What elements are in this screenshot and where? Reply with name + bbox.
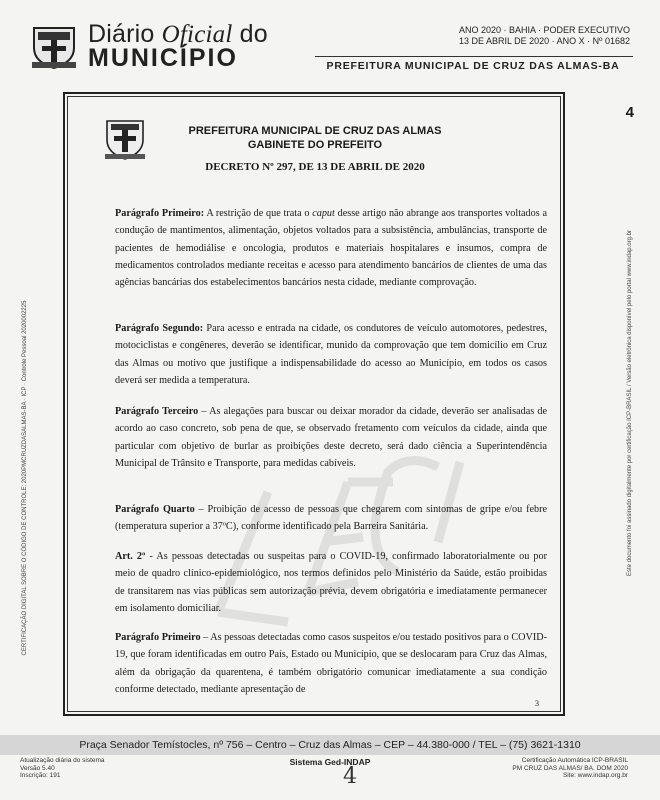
paragraph-4 (115, 501, 547, 536)
paragraph-1 (115, 205, 547, 291)
page-number: 4 (625, 104, 634, 121)
decree-title: DECRETO Nº 297, DE 13 DE ABRIL DE 2020 (205, 161, 425, 173)
side-certification-right: Este documento foi assinado digitalmente por certificação ICP-BRASIL / Versão eletrônica disponível pelo portal www.indap.org.br (627, 230, 633, 576)
paragraph-5-label: Parágrafo Primeiro (115, 632, 201, 643)
paragraph-4-label: Parágrafo Quarto (115, 504, 195, 515)
paragraph-4-text: – Proibição de acesso de pessoas que chegarem com sintomas de gripe e/ou febre (temperatura superior a 37ºC), conforme identificado pela Barreira Sanitária. (115, 504, 547, 533)
footer-left-2: Versão 5.40 (20, 764, 55, 772)
brand-line-2: MUNICÍPIO (88, 44, 238, 72)
gov-line-1: PREFEITURA MUNICIPAL DE CRUZ DAS ALMAS (188, 125, 442, 137)
footer-right-3: Site: www.indap.org.br (562, 772, 628, 779)
header-prefeitura: PREFEITURA MUNICIPAL DE CRUZ DAS ALMAS-BA (326, 60, 620, 72)
footer-right-2: PM CRUZ DAS ALMAS/ BA. DOM 2020 (512, 764, 628, 772)
article-2-text: - As pessoas detectadas ou suspeitas para o COVID-19, confirmado laboratorialmente ou por meio de quadro clínico-epidemiológico, nos termos definidos pelo Ministério da Saúde, estão proibidas de transitarem nas vias públicas sem autorização prévia, devem obrigatória e imediatamente permanecer em isolamento domiciliar. (115, 551, 548, 614)
footer-left-1: Atualização diária do sistema (20, 757, 105, 764)
paragraph-1-text-b: desse artigo não abrange aos transportes voltados a condução de mantimentos, alimentação, objetos voltados para a subsistência, ambulâncias, transporte de pacientes de hemodiálise e oncologia, produtos e materiais hospitalares e insumos, compra de medicamentos controlados mediante receitas e acesso para atendimento bancários de clientes de uma das agências bancárias dos estabelecimentos bancários nesta cidade, mediante comprovação. (115, 208, 547, 289)
paragraph-2 (115, 320, 547, 389)
article-2-label: Art. 2º (115, 551, 146, 562)
paragraph-2-label: Parágrafo Segundo: (115, 323, 204, 334)
paragraph-1-caput: caput (312, 208, 335, 219)
paragraph-2-text: Para acesso e entrada na cidade, os condutores de veículo automotores, pedestres, motociclistas e congêneres, deverão se identificar, munido da comprovação que tem domicílio em Cruz das Almas ou motivo que justifique a indispensabilidade do acesso ao Município, em todos os casos deverá ser medida a temperatura. (115, 323, 547, 386)
municipal-crest-logo (28, 24, 80, 70)
document-heading (140, 124, 490, 152)
footer-system: Sistema Ged-INDAP (289, 757, 371, 767)
paragraph-3-text: – As alegações para buscar ou deixar morador da cidade, deverão ser analisadas de acordo ao caso concreto, sob pena de que, se observado fretamento com veículos da cidade, ainda que particular com objetivo de burlar as proibições deste decreto, será dado ciência a Superintendência Municipal de Trânsito e Transporte, para medidas cabíveis. (115, 406, 548, 469)
header-meta-line-2: 13 DE ABRIL DE 2020 · ANO X · Nº 01682 (458, 36, 630, 46)
footer-right (512, 757, 628, 780)
header-divider (315, 56, 633, 57)
footer-address: Praça Senador Temístocles, nº 756 – Centro – Cruz das Almas – CEP – 44.380-000 / TEL – (75) 3621-1310 (79, 739, 581, 751)
paragraph-5 (115, 629, 547, 698)
paragraph-3-label: Parágrafo Terceiro (115, 406, 199, 417)
handwritten-page-number: 4 (343, 764, 357, 789)
side-certification-left: CERTIFICAÇÃO DIGITAL SOBRE O CÓDIGO DE CONTROLE: 2020PMCRUZDASALMAS-BA · ICP · Controle Pessoal 2020002225 (22, 300, 28, 656)
paragraph-5-text: – As pessoas detectadas como casos suspeitos e/ou testado positivos para o COVID-19, que foram identificadas em outro País, Estado ou Município, que se deslocaram para Cruz das Almas, além da obrigação da quarentena, é também obrigatório comunicar imediatamente a sua condição conforme detectado, mediante apresentação de (115, 632, 547, 695)
gov-line-2: GABINETE DO PREFEITO (247, 139, 383, 151)
brand-line-1: Diário Oficial do (88, 20, 268, 48)
header-meta-line-1: ANO 2020 · BAHIA · PODER EXECUTIVO (458, 25, 630, 35)
footer-left-3: Inscrição: 191 (20, 772, 61, 779)
paragraph-1-label: Parágrafo Primeiro: (115, 208, 205, 219)
frame-page-number: 3 (535, 699, 539, 708)
header-meta (459, 25, 630, 47)
paragraph-3 (115, 403, 547, 472)
article-2 (115, 548, 547, 617)
footer-right-1: Certificação Automática ICP-BRASIL (521, 757, 628, 764)
paragraph-1-text-a: A restrição de que trata o (204, 208, 313, 219)
